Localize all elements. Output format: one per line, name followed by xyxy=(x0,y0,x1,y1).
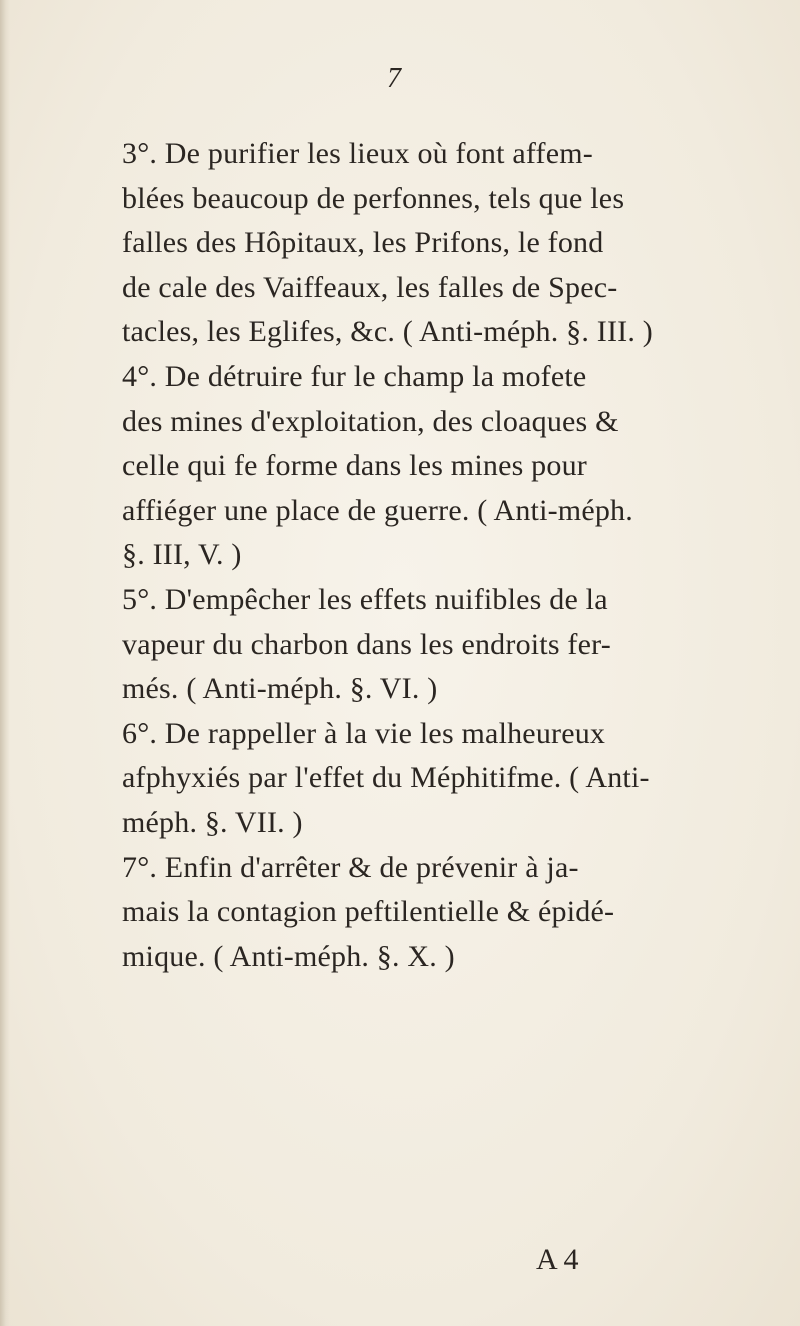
text-line: celle qui fe forme dans les mines pour xyxy=(122,449,587,483)
text-line: tacles, les Eglifes, &c. ( Anti-méph. §. III. ) xyxy=(122,315,653,349)
body-text xyxy=(88,132,720,979)
text-line: afphyxiés par l'effet du Méphitifme. ( Anti- xyxy=(122,761,650,795)
text-line: 6°. De rappeller à la vie les malheureux xyxy=(122,716,606,750)
text-line: affiéger une place de guerre. ( Anti-méph. xyxy=(122,493,633,527)
text-line: 7°. Enfin d'arrêter & de prévenir à ja- xyxy=(122,850,579,884)
text-line: 5°. D'empêcher les effets nuifibles de la xyxy=(122,582,608,616)
paragraph-item-5 xyxy=(88,578,720,712)
text-line: més. ( Anti-méph. §. VI. ) xyxy=(122,672,438,706)
text-line: mais la contagion peftilentielle & épidé- xyxy=(122,895,615,929)
text-line: vapeur du charbon dans les endroits fer- xyxy=(122,627,611,661)
paragraph-item-3 xyxy=(88,132,720,355)
text-line: §. III, V. ) xyxy=(122,538,242,572)
text-line: mique. ( Anti-méph. §. X. ) xyxy=(122,939,455,973)
text-line: falles des Hôpitaux, les Prifons, le fond xyxy=(122,226,604,260)
text-line: blées beaucoup de perfonnes, tels que les xyxy=(122,181,625,215)
paragraph-item-6 xyxy=(88,712,720,846)
text-line: méph. §. VII. ) xyxy=(122,805,303,839)
signature-mark: A 4 xyxy=(536,1243,579,1276)
text-line: de cale des Vaiffeaux, les falles de Spec- xyxy=(122,270,618,304)
page-gutter-shadow xyxy=(0,0,10,1326)
text-line: 3°. De purifier les lieux où font affem- xyxy=(122,137,593,170)
text-line: 4°. De détruire fur le champ la mofete xyxy=(122,359,587,393)
paragraph-item-4 xyxy=(88,355,720,578)
paragraph-item-7 xyxy=(88,846,720,980)
text-line: des mines d'exploitation, des cloaques & xyxy=(122,404,619,438)
page-number: 7 xyxy=(387,63,401,94)
